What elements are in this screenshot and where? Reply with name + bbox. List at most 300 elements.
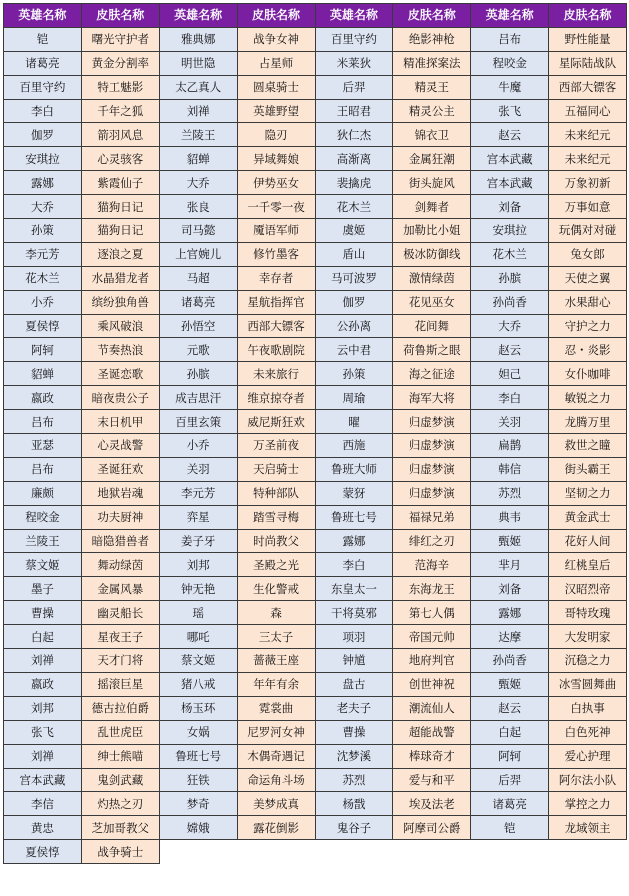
- hero-name-cell: 王昭君: [315, 99, 393, 123]
- hero-name-cell: 虞姬: [315, 219, 393, 243]
- hero-name-cell: 兰陵王: [4, 529, 82, 553]
- hero-name-cell: 甄姬: [471, 529, 549, 553]
- hero-name-cell: 刘备: [471, 577, 549, 601]
- skin-name-cell: 猫狗日记: [81, 195, 159, 219]
- hero-name-cell: 苏烈: [471, 481, 549, 505]
- hero-name-cell: 弈星: [159, 505, 237, 529]
- skin-name-cell: 箭羽风息: [81, 123, 159, 147]
- skin-name-cell: 范海辛: [393, 553, 471, 577]
- hero-name-cell: 刘禅: [4, 649, 82, 673]
- hero-name-cell: 梦奇: [159, 792, 237, 816]
- hero-name-cell: 花木兰: [4, 266, 82, 290]
- skin-name-cell: 白色死神: [549, 720, 627, 744]
- hero-name-cell: 牛魔: [471, 75, 549, 99]
- hero-name-cell: 司马懿: [159, 219, 237, 243]
- hero-name-cell: 狂铁: [159, 768, 237, 792]
- hero-name-cell: 墨子: [4, 577, 82, 601]
- skin-name-cell: 海军大将: [393, 386, 471, 410]
- hero-name-cell: 蔡文姬: [4, 553, 82, 577]
- skin-name-cell: 花间舞: [393, 314, 471, 338]
- table-header: [4, 4, 627, 28]
- hero-name-cell: 宫本武藏: [471, 147, 549, 171]
- skin-name-cell: 心灵战警: [81, 434, 159, 458]
- hero-name-cell: 老夫子: [315, 696, 393, 720]
- hero-name-cell: 甄姬: [471, 672, 549, 696]
- hero-name-cell: 阿轲: [4, 338, 82, 362]
- skin-name-cell: 圣诞狂欢: [81, 457, 159, 481]
- table-row: [4, 171, 627, 195]
- hero-name-cell: 大乔: [159, 171, 237, 195]
- skin-name-cell: 剑舞者: [393, 195, 471, 219]
- skin-name-cell: 花见巫女: [393, 290, 471, 314]
- skin-name-cell: 幸存者: [237, 266, 315, 290]
- table-body: [4, 27, 627, 863]
- column-header-hero: 英雄名称: [471, 4, 549, 28]
- skin-name-cell: 绅士熊喵: [81, 744, 159, 768]
- hero-name-cell: 钟无艳: [159, 577, 237, 601]
- hero-name-cell: 李白: [471, 386, 549, 410]
- hero-name-cell: 黄忠: [4, 816, 82, 840]
- skin-name-cell: 未来纪元: [549, 123, 627, 147]
- skin-name-cell: 精灵王: [393, 75, 471, 99]
- skin-name-cell: 埃及法老: [393, 792, 471, 816]
- hero-name-cell: 刘邦: [159, 553, 237, 577]
- skin-name-cell: 极冰防御线: [393, 242, 471, 266]
- hero-name-cell: 曜: [315, 410, 393, 434]
- skin-name-cell: 归虚梦演: [393, 434, 471, 458]
- skin-name-cell: 敏锐之力: [549, 386, 627, 410]
- hero-name-cell: 安琪拉: [4, 147, 82, 171]
- hero-name-cell: 花木兰: [471, 242, 549, 266]
- skin-name-cell: 木偶奇遇记: [237, 744, 315, 768]
- skin-name-cell: 千年之狐: [81, 99, 159, 123]
- skin-name-cell: 超能战警: [393, 720, 471, 744]
- skin-name-cell: 水晶猎龙者: [81, 266, 159, 290]
- table-row: [4, 27, 627, 51]
- skin-name-cell: 忍・炎影: [549, 338, 627, 362]
- hero-name-cell: 后羿: [315, 75, 393, 99]
- skin-name-cell: 露花倒影: [237, 816, 315, 840]
- hero-name-cell: 曹操: [315, 720, 393, 744]
- column-header-skin: 皮肤名称: [237, 4, 315, 28]
- skin-name-cell: 街头霸王: [549, 457, 627, 481]
- skin-name-cell: 救世之瞳: [549, 434, 627, 458]
- skin-name-cell: 地府判官: [393, 649, 471, 673]
- empty-cell: [393, 840, 471, 864]
- skin-name-cell: 野性能量: [549, 27, 627, 51]
- hero-name-cell: 李白: [315, 553, 393, 577]
- table-row: [4, 553, 627, 577]
- table-row: [4, 266, 627, 290]
- column-header-skin: 皮肤名称: [393, 4, 471, 28]
- hero-name-cell: 元歌: [159, 338, 237, 362]
- skin-name-cell: 占星师: [237, 51, 315, 75]
- hero-name-cell: 哪吒: [159, 625, 237, 649]
- skin-name-cell: 圣殿之光: [237, 553, 315, 577]
- hero-name-cell: 张良: [159, 195, 237, 219]
- hero-name-cell: 典韦: [471, 505, 549, 529]
- hero-name-cell: 亚瑟: [4, 434, 82, 458]
- table-row: [4, 147, 627, 171]
- empty-cell: [315, 840, 393, 864]
- hero-name-cell: 周瑜: [315, 386, 393, 410]
- skin-name-cell: 三太子: [237, 625, 315, 649]
- skin-name-cell: 一千零一夜: [237, 195, 315, 219]
- skin-name-cell: 阿尔法小队: [549, 768, 627, 792]
- hero-name-cell: 李白: [4, 99, 82, 123]
- skin-name-cell: 未来纪元: [549, 147, 627, 171]
- skin-name-cell: 森: [237, 601, 315, 625]
- hero-name-cell: 李信: [4, 792, 82, 816]
- skin-name-cell: 女仆咖啡: [549, 362, 627, 386]
- hero-name-cell: 苏烈: [315, 768, 393, 792]
- skin-name-cell: 绯红之刃: [393, 529, 471, 553]
- hero-name-cell: 白起: [4, 625, 82, 649]
- skin-name-cell: 红桃皇后: [549, 553, 627, 577]
- hero-name-cell: 扁鹊: [471, 434, 549, 458]
- skin-name-cell: 生化警戒: [237, 577, 315, 601]
- hero-name-cell: 杨戬: [315, 792, 393, 816]
- table-row: [4, 123, 627, 147]
- hero-name-cell: 米莱狄: [315, 51, 393, 75]
- hero-name-cell: 吕布: [4, 410, 82, 434]
- skin-name-cell: 天使之翼: [549, 266, 627, 290]
- hero-name-cell: 兰陵王: [159, 123, 237, 147]
- skin-name-cell: 命运角斗场: [237, 768, 315, 792]
- hero-name-cell: 干将莫邪: [315, 601, 393, 625]
- hero-name-cell: 花木兰: [315, 195, 393, 219]
- empty-cell: [159, 840, 237, 864]
- hero-name-cell: 鲁班七号: [315, 505, 393, 529]
- hero-name-cell: 马超: [159, 266, 237, 290]
- skin-name-cell: 星夜王子: [81, 625, 159, 649]
- skin-name-cell: 玩偶对对碰: [549, 219, 627, 243]
- skin-name-cell: 战争女神: [237, 27, 315, 51]
- skin-name-cell: 汉昭烈帝: [549, 577, 627, 601]
- skin-name-cell: 掌控之力: [549, 792, 627, 816]
- hero-name-cell: 诸葛亮: [471, 792, 549, 816]
- table-row: [4, 51, 627, 75]
- skin-name-cell: 摇滚巨星: [81, 672, 159, 696]
- skin-name-cell: 兔女郎: [549, 242, 627, 266]
- skin-name-cell: 功夫厨神: [81, 505, 159, 529]
- hero-name-cell: 明世隐: [159, 51, 237, 75]
- skin-name-cell: 猫狗日记: [81, 219, 159, 243]
- column-header-hero: 英雄名称: [315, 4, 393, 28]
- skin-name-cell: 未来旅行: [237, 362, 315, 386]
- hero-name-cell: 上官婉儿: [159, 242, 237, 266]
- hero-name-cell: 夏侯惇: [4, 840, 82, 864]
- skin-name-cell: 福禄兄弟: [393, 505, 471, 529]
- skin-name-cell: 荷鲁斯之眼: [393, 338, 471, 362]
- hero-name-cell: 白起: [471, 720, 549, 744]
- hero-name-cell: 鲁班七号: [159, 744, 237, 768]
- table-row: [4, 696, 627, 720]
- hero-name-cell: 芈月: [471, 553, 549, 577]
- hero-name-cell: 孙膑: [159, 362, 237, 386]
- hero-name-cell: 露娜: [471, 601, 549, 625]
- hero-name-cell: 伽罗: [315, 290, 393, 314]
- hero-name-cell: 高渐离: [315, 147, 393, 171]
- hero-name-cell: 露娜: [4, 171, 82, 195]
- hero-name-cell: 百里玄策: [159, 410, 237, 434]
- hero-name-cell: 小乔: [159, 434, 237, 458]
- skin-name-cell: 末日机甲: [81, 410, 159, 434]
- skin-name-cell: 乘风破浪: [81, 314, 159, 338]
- hero-name-cell: 嬴政: [4, 386, 82, 410]
- hero-name-cell: 刘禅: [4, 744, 82, 768]
- skin-name-cell: 霓裳曲: [237, 696, 315, 720]
- hero-name-cell: 东皇太一: [315, 577, 393, 601]
- skin-name-cell: 年年有余: [237, 672, 315, 696]
- hero-name-cell: 曹操: [4, 601, 82, 625]
- skin-name-cell: 归虚梦演: [393, 410, 471, 434]
- skin-name-cell: 德古拉伯爵: [81, 696, 159, 720]
- hero-name-cell: 铠: [471, 816, 549, 840]
- skin-name-cell: 星际陆战队: [549, 51, 627, 75]
- hero-name-cell: 雅典娜: [159, 27, 237, 51]
- hero-name-cell: 吕布: [471, 27, 549, 51]
- table-row: [4, 744, 627, 768]
- skin-name-cell: 守护之力: [549, 314, 627, 338]
- table-row: [4, 601, 627, 625]
- hero-name-cell: 百里守约: [315, 27, 393, 51]
- skin-name-cell: 五福同心: [549, 99, 627, 123]
- skin-name-cell: 舞动绿茵: [81, 553, 159, 577]
- table-row: [4, 338, 627, 362]
- table-row: [4, 242, 627, 266]
- hero-name-cell: 鲁班大师: [315, 457, 393, 481]
- skin-name-cell: 龙腾万里: [549, 410, 627, 434]
- skin-name-cell: 曙光守护者: [81, 27, 159, 51]
- hero-name-cell: 宫本武藏: [4, 768, 82, 792]
- table-row: [4, 219, 627, 243]
- skin-name-cell: 星航指挥官: [237, 290, 315, 314]
- column-header-hero: 英雄名称: [159, 4, 237, 28]
- skin-name-cell: 特工魅影: [81, 75, 159, 99]
- skin-name-cell: 爱与和平: [393, 768, 471, 792]
- hero-name-cell: 蒙犽: [315, 481, 393, 505]
- hero-name-cell: 孙尚香: [471, 290, 549, 314]
- table-row: [4, 768, 627, 792]
- hero-name-cell: 孙策: [315, 362, 393, 386]
- skin-name-cell: 维京掠夺者: [237, 386, 315, 410]
- hero-name-cell: 铠: [4, 27, 82, 51]
- hero-name-cell: 赵云: [471, 123, 549, 147]
- hero-name-cell: 大乔: [4, 195, 82, 219]
- skin-name-cell: 地狱岩魂: [81, 481, 159, 505]
- skin-name-cell: 创世神祝: [393, 672, 471, 696]
- hero-name-cell: 后羿: [471, 768, 549, 792]
- skin-name-cell: 哥特玫瑰: [549, 601, 627, 625]
- hero-name-cell: 嫦娥: [159, 816, 237, 840]
- hero-name-cell: 沈梦溪: [315, 744, 393, 768]
- skin-name-cell: 英雄野望: [237, 99, 315, 123]
- hero-name-cell: 马可波罗: [315, 266, 393, 290]
- skin-name-cell: 万圣前夜: [237, 434, 315, 458]
- hero-name-cell: 关羽: [471, 410, 549, 434]
- hero-name-cell: 盘古: [315, 672, 393, 696]
- hero-name-cell: 公孙离: [315, 314, 393, 338]
- skin-name-cell: 坚韧之力: [549, 481, 627, 505]
- table-row: [4, 672, 627, 696]
- hero-name-cell: 张飞: [4, 720, 82, 744]
- table-row: [4, 481, 627, 505]
- hero-name-cell: 百里守约: [4, 75, 82, 99]
- table-row: [4, 720, 627, 744]
- skin-name-cell: 修竹墨客: [237, 242, 315, 266]
- hero-name-cell: 刘备: [471, 195, 549, 219]
- skin-name-cell: 第七人偶: [393, 601, 471, 625]
- empty-cell: [237, 840, 315, 864]
- skin-name-cell: 天启骑士: [237, 457, 315, 481]
- skin-name-cell: 花好人间: [549, 529, 627, 553]
- skin-name-cell: 节奏热浪: [81, 338, 159, 362]
- hero-name-cell: 张飞: [471, 99, 549, 123]
- skin-name-cell: 踏雪寻梅: [237, 505, 315, 529]
- empty-cell: [549, 840, 627, 864]
- skin-name-cell: 心灵骇客: [81, 147, 159, 171]
- skin-name-cell: 黄金分割率: [81, 51, 159, 75]
- hero-name-cell: 孙悟空: [159, 314, 237, 338]
- skin-name-cell: 美梦成真: [237, 792, 315, 816]
- skin-name-cell: 蔷薇王座: [237, 649, 315, 673]
- hero-name-cell: 夏侯惇: [4, 314, 82, 338]
- table-row: [4, 290, 627, 314]
- hero-name-cell: 露娜: [315, 529, 393, 553]
- table-row: [4, 505, 627, 529]
- hero-name-cell: 太乙真人: [159, 75, 237, 99]
- hero-name-cell: 大乔: [471, 314, 549, 338]
- hero-name-cell: 诸葛亮: [4, 51, 82, 75]
- skin-name-cell: 棒球奇才: [393, 744, 471, 768]
- table-row: [4, 314, 627, 338]
- skin-name-cell: 乱世虎臣: [81, 720, 159, 744]
- hero-name-cell: 刘邦: [4, 696, 82, 720]
- skin-name-cell: 万事如意: [549, 195, 627, 219]
- skin-name-cell: 时尚教父: [237, 529, 315, 553]
- skin-name-cell: 金属风暴: [81, 577, 159, 601]
- skin-name-cell: 街头旋风: [393, 171, 471, 195]
- skin-name-cell: 白执事: [549, 696, 627, 720]
- skin-name-cell: 伊势巫女: [237, 171, 315, 195]
- skin-name-cell: 锦衣卫: [393, 123, 471, 147]
- hero-name-cell: 李元芳: [4, 242, 82, 266]
- table-row: [4, 386, 627, 410]
- header-row: [4, 4, 627, 28]
- skin-name-cell: 沉稳之力: [549, 649, 627, 673]
- table-row: [4, 792, 627, 816]
- skin-name-cell: 缤纷独角兽: [81, 290, 159, 314]
- hero-name-cell: 鬼谷子: [315, 816, 393, 840]
- hero-name-cell: 裴擒虎: [315, 171, 393, 195]
- skin-name-cell: 紫霞仙子: [81, 171, 159, 195]
- hero-name-cell: 瑶: [159, 601, 237, 625]
- table-row: [4, 625, 627, 649]
- hero-skin-table: [3, 3, 627, 864]
- hero-name-cell: 关羽: [159, 457, 237, 481]
- skin-name-cell: 天才门将: [81, 649, 159, 673]
- skin-name-cell: 潮流仙人: [393, 696, 471, 720]
- skin-name-cell: 万象初新: [549, 171, 627, 195]
- column-header-hero: 英雄名称: [4, 4, 82, 28]
- hero-name-cell: 女娲: [159, 720, 237, 744]
- empty-cell: [471, 840, 549, 864]
- hero-name-cell: 安琪拉: [471, 219, 549, 243]
- table-row: [4, 577, 627, 601]
- skin-name-cell: 金属狂潮: [393, 147, 471, 171]
- skin-name-cell: 西部大镖客: [237, 314, 315, 338]
- skin-name-cell: 特种部队: [237, 481, 315, 505]
- skin-name-cell: 芝加哥教父: [81, 816, 159, 840]
- column-header-skin: 皮肤名称: [549, 4, 627, 28]
- skin-name-cell: 精准探案法: [393, 51, 471, 75]
- hero-name-cell: 盾山: [315, 242, 393, 266]
- skin-name-cell: 逐浪之夏: [81, 242, 159, 266]
- skin-name-cell: 西部大镖客: [549, 75, 627, 99]
- hero-name-cell: 宫本武藏: [471, 171, 549, 195]
- hero-name-cell: 猪八戒: [159, 672, 237, 696]
- hero-name-cell: 貂蝉: [159, 147, 237, 171]
- skin-name-cell: 东海龙王: [393, 577, 471, 601]
- hero-name-cell: 程咬金: [471, 51, 549, 75]
- hero-name-cell: 赵云: [471, 696, 549, 720]
- hero-name-cell: 貂蝉: [4, 362, 82, 386]
- hero-name-cell: 伽罗: [4, 123, 82, 147]
- hero-name-cell: 刘禅: [159, 99, 237, 123]
- table-row: [4, 529, 627, 553]
- table-row: [4, 99, 627, 123]
- skin-name-cell: 鬼剑武藏: [81, 768, 159, 792]
- table-row: [4, 434, 627, 458]
- table-row: [4, 410, 627, 434]
- skin-name-cell: 隐刃: [237, 123, 315, 147]
- hero-name-cell: 韩信: [471, 457, 549, 481]
- hero-name-cell: 云中君: [315, 338, 393, 362]
- skin-name-cell: 海之征途: [393, 362, 471, 386]
- hero-name-cell: 妲己: [471, 362, 549, 386]
- table-row: [4, 816, 627, 840]
- skin-name-cell: 灼热之刃: [81, 792, 159, 816]
- table-row: [4, 195, 627, 219]
- hero-name-cell: 孙膑: [471, 266, 549, 290]
- hero-name-cell: 小乔: [4, 290, 82, 314]
- table-row: [4, 649, 627, 673]
- skin-name-cell: 龙域领主: [549, 816, 627, 840]
- table-row: [4, 457, 627, 481]
- skin-name-cell: 激情绿茵: [393, 266, 471, 290]
- hero-name-cell: 成吉思汗: [159, 386, 237, 410]
- skin-name-cell: 归虚梦演: [393, 481, 471, 505]
- hero-name-cell: 姜子牙: [159, 529, 237, 553]
- hero-name-cell: 李元芳: [159, 481, 237, 505]
- skin-name-cell: 加勒比小姐: [393, 219, 471, 243]
- hero-name-cell: 诸葛亮: [159, 290, 237, 314]
- skin-name-cell: 异域舞娘: [237, 147, 315, 171]
- hero-name-cell: 阿轲: [471, 744, 549, 768]
- table-row: [4, 362, 627, 386]
- skin-name-cell: 暗隐猎兽者: [81, 529, 159, 553]
- skin-name-cell: 圆桌骑士: [237, 75, 315, 99]
- hero-name-cell: 孙策: [4, 219, 82, 243]
- skin-name-cell: 爱心护理: [549, 744, 627, 768]
- hero-name-cell: 廉颇: [4, 481, 82, 505]
- hero-name-cell: 西施: [315, 434, 393, 458]
- column-header-skin: 皮肤名称: [81, 4, 159, 28]
- table-row: [4, 840, 627, 864]
- skin-name-cell: 冰雪圆舞曲: [549, 672, 627, 696]
- skin-name-cell: 战争骑士: [81, 840, 159, 864]
